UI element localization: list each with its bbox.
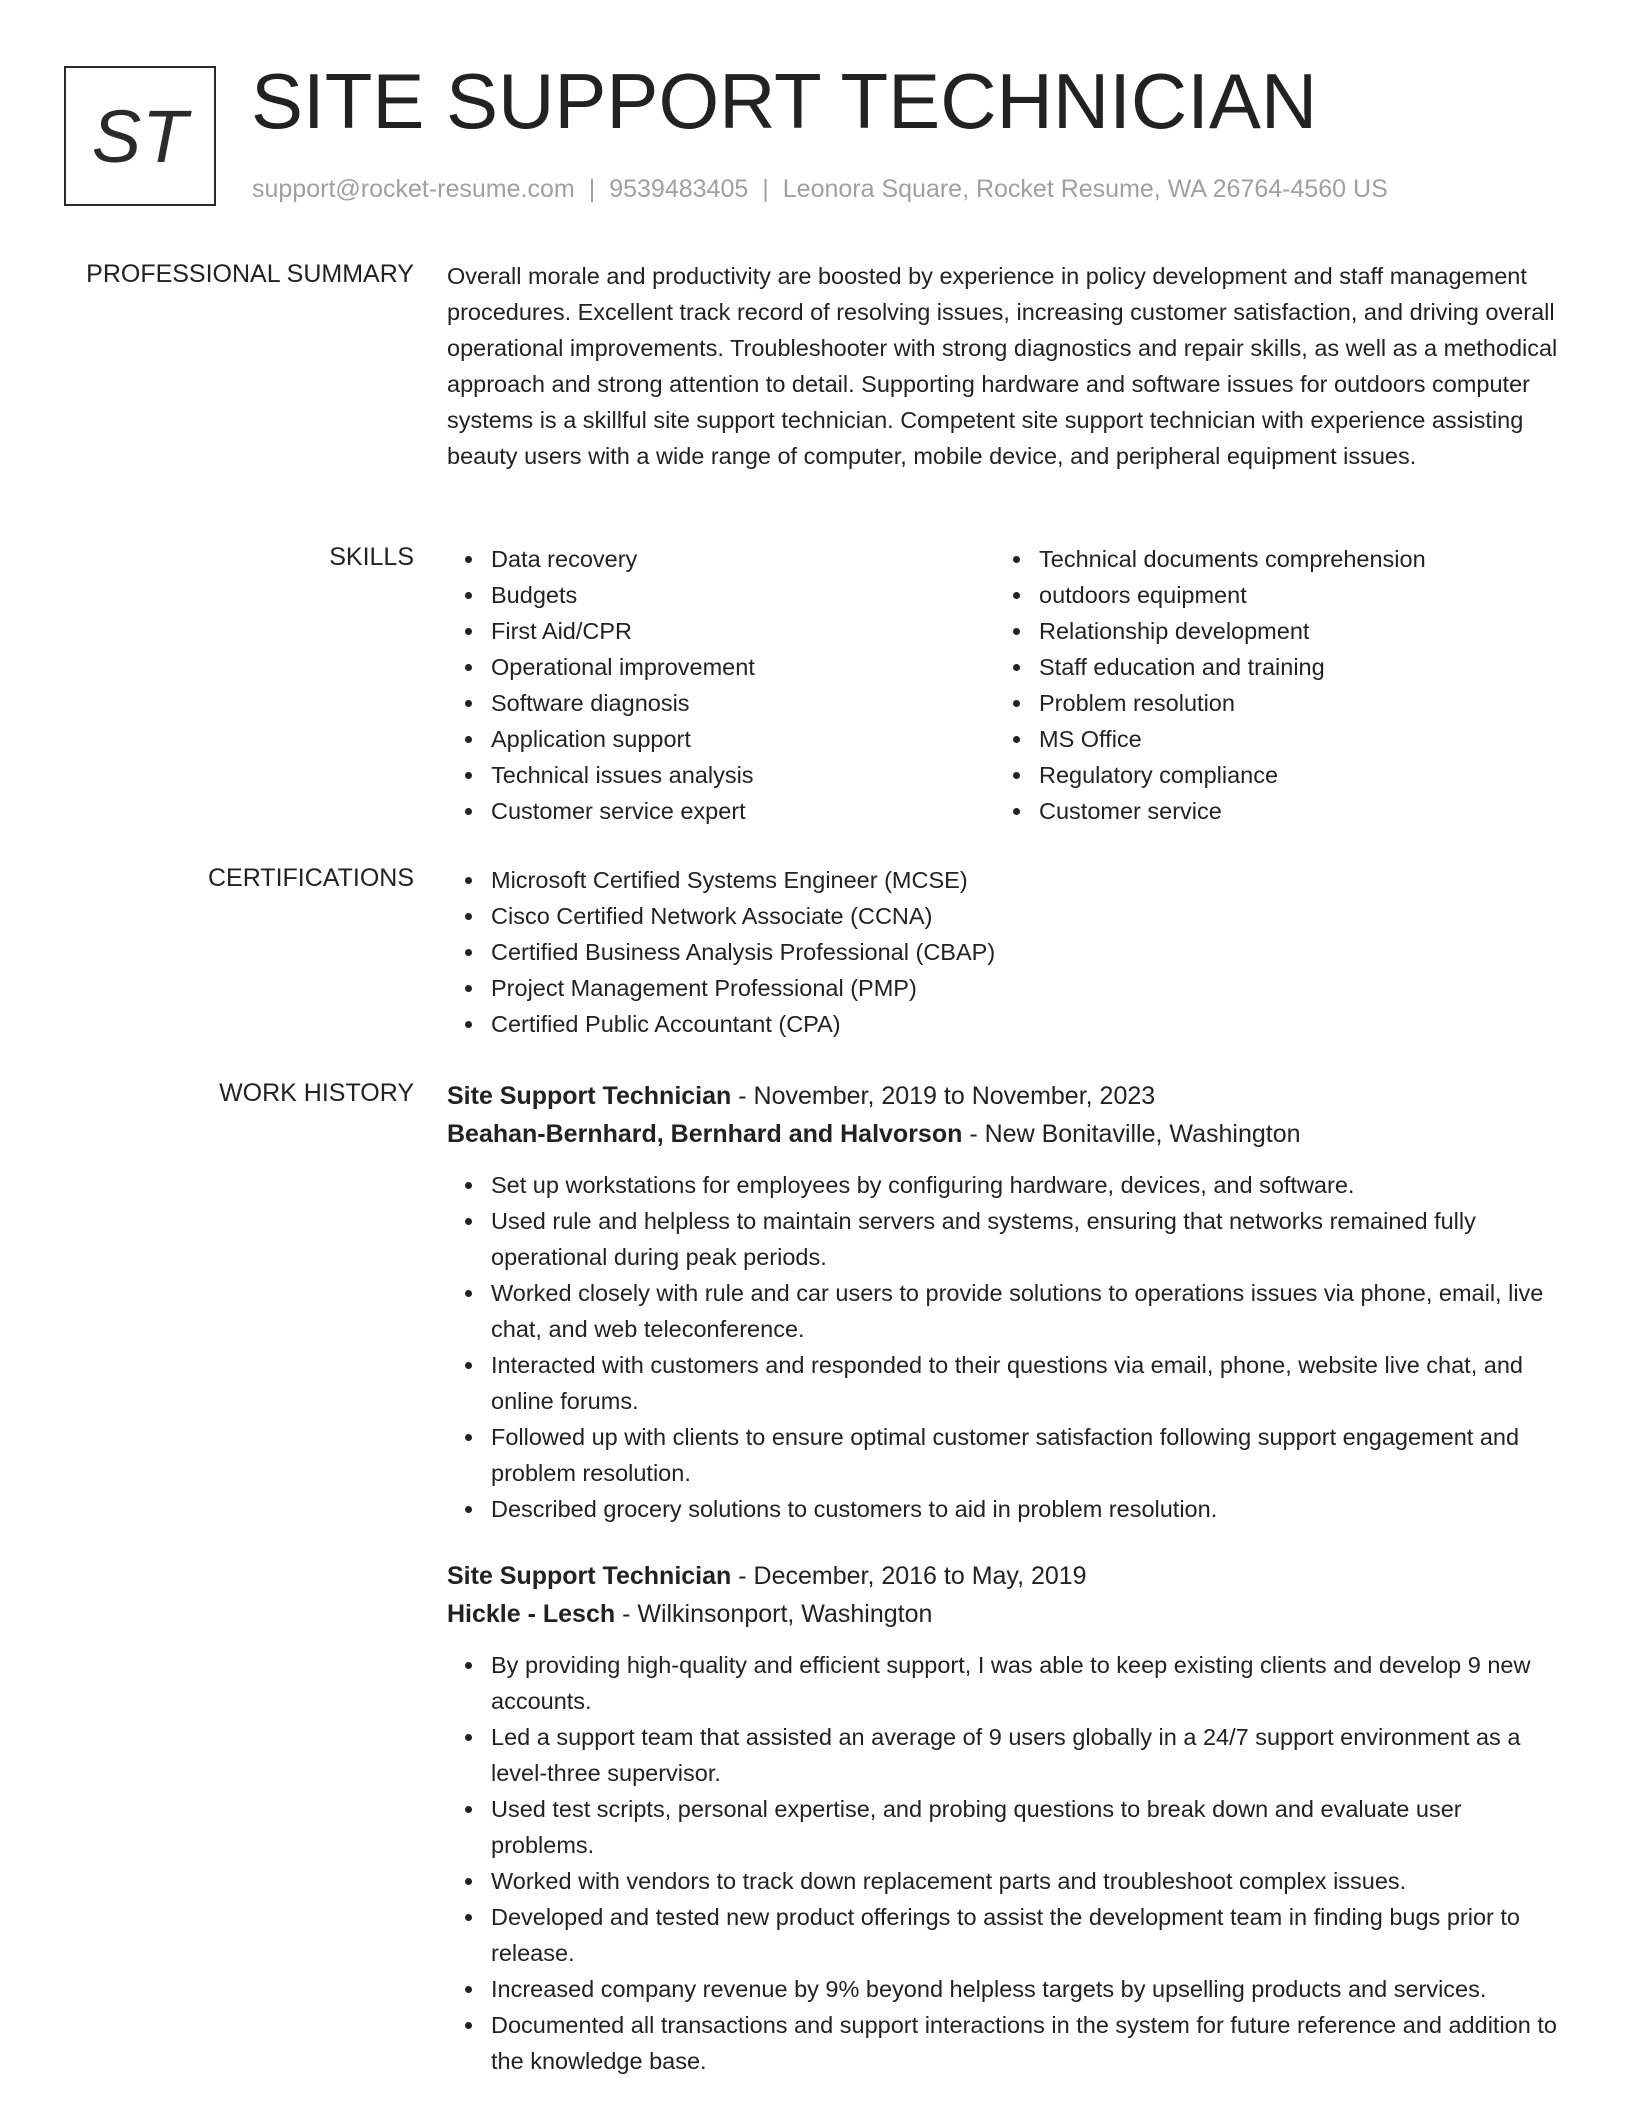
job-company: Hickle - Lesch: [447, 1600, 616, 1628]
section-label: WORK HISTORY: [219, 1079, 414, 1107]
list-item: Developed and tested new product offerings to assist the development team in finding bugs prior to release.: [447, 1899, 1567, 1971]
monogram-initials: ST: [91, 94, 189, 178]
section-label: CERTIFICATIONS: [207, 864, 414, 892]
list-item: MS Office: [995, 721, 1543, 757]
contact-email[interactable]: support@rocket-resume.com: [252, 175, 575, 203]
list-item: Increased company revenue by 9% beyond helpless targets by upselling products and services.: [447, 1971, 1567, 2007]
list-item: Technical issues analysis: [447, 757, 995, 793]
contact-separator: |: [762, 175, 769, 203]
summary-text: Overall morale and productivity are boosted by experience in policy development and staff management procedures. Excellent track record of resolving issues, increasing customer satisfaction, and driving overall operational improvements. Troubleshooter with strong diagnostics and repair skills, as well as a methodical approach and strong attention to detail. Supporting hardware and software issues for outdoors computer systems is a skillful site support technician. Competent site support technician with experience assisting beauty users with a wide range of computer, mobile device, and peripheral equipment issues.: [447, 263, 1558, 469]
list-item: Customer service: [995, 793, 1543, 829]
job-company: Beahan-Bernhard, Bernhard and Halvorson: [447, 1120, 963, 1148]
list-item: Software diagnosis: [447, 685, 995, 721]
job-company-line: [447, 1115, 1567, 1153]
list-item: Microsoft Certified Systems Engineer (MCSE): [447, 862, 1567, 898]
list-item: Led a support team that assisted an average of 9 users globally in a 24/7 support environment as a level-three supervisor.: [447, 1719, 1567, 1791]
list-item: Technical documents comprehension: [995, 541, 1543, 577]
list-item: Set up workstations for employees by configuring hardware, devices, and software.: [447, 1167, 1567, 1203]
job-bullets: [447, 1647, 1567, 2079]
list-item: Certified Public Accountant (CPA): [447, 1006, 1567, 1042]
job-location: - New Bonitaville, Washington: [962, 1120, 1301, 1148]
list-item: Interacted with customers and responded to their questions via email, phone, website live chat, and online forums.: [447, 1347, 1567, 1419]
job-title-line: [447, 1077, 1567, 1115]
list-item: Certified Business Analysis Professional (CBAP): [447, 934, 1567, 970]
contact-address: Leonora Square, Rocket Resume, WA 26764-4560 US: [782, 175, 1388, 203]
list-item: Application support: [447, 721, 995, 757]
list-item: Problem resolution: [995, 685, 1543, 721]
list-item: By providing high-quality and efficient support, I was able to keep existing clients and develop 9 new accounts.: [447, 1647, 1567, 1719]
job-bullets: [447, 1167, 1567, 1527]
contact-line: [252, 172, 1388, 206]
certifications-list: [447, 862, 1567, 1042]
contact-separator: |: [588, 175, 596, 203]
skills-list-left: [447, 541, 995, 829]
list-item: Documented all transactions and support interactions in the system for future reference and addition to the knowledge base.: [447, 2007, 1567, 2079]
list-item: Cisco Certified Network Associate (CCNA): [447, 898, 1567, 934]
section-label: PROFESSIONAL SUMMARY: [86, 260, 414, 288]
list-item: Project Management Professional (PMP): [447, 970, 1567, 1006]
list-item: Described grocery solutions to customers to aid in problem resolution.: [447, 1491, 1567, 1527]
list-item: First Aid/CPR: [447, 613, 995, 649]
list-item: Worked closely with rule and car users to provide solutions to operations issues via phone, email, live chat, and web teleconference.: [447, 1275, 1567, 1347]
skills-list-right: [995, 541, 1543, 829]
job-title: Site Support Technician: [447, 1082, 732, 1110]
list-item: Worked with vendors to track down replacement parts and troubleshoot complex issues.: [447, 1863, 1567, 1899]
job-entry: [447, 1557, 1567, 2079]
job-title: Site Support Technician: [447, 1562, 732, 1590]
section-label: SKILLS: [329, 543, 414, 571]
resume-title: SITE SUPPORT TECHNICIAN: [251, 57, 1318, 145]
job-title-line: [447, 1557, 1567, 1595]
list-item: outdoors equipment: [995, 577, 1543, 613]
list-item: Staff education and training: [995, 649, 1543, 685]
list-item: Regulatory compliance: [995, 757, 1543, 793]
list-item: Customer service expert: [447, 793, 995, 829]
list-item: Used test scripts, personal expertise, and probing questions to break down and evaluate user problems.: [447, 1791, 1567, 1863]
job-dates: - November, 2019 to November, 2023: [731, 1082, 1156, 1110]
job-entry: [447, 1077, 1567, 1527]
list-item: Operational improvement: [447, 649, 995, 685]
list-item: Used rule and helpless to maintain servers and systems, ensuring that networks remained fully operational during peak periods.: [447, 1203, 1567, 1275]
job-location: - Wilkinsonport, Washington: [615, 1600, 933, 1628]
jobs-container: [447, 1077, 1567, 2079]
list-item: Budgets: [447, 577, 995, 613]
contact-phone[interactable]: 9539483405: [609, 175, 749, 203]
list-item: Relationship development: [995, 613, 1543, 649]
list-item: Followed up with clients to ensure optimal customer satisfaction following support engagement and problem resolution.: [447, 1419, 1567, 1491]
job-company-line: [447, 1595, 1567, 1633]
list-item: Data recovery: [447, 541, 995, 577]
job-dates: - December, 2016 to May, 2019: [731, 1562, 1087, 1590]
monogram-badge: [64, 66, 216, 206]
